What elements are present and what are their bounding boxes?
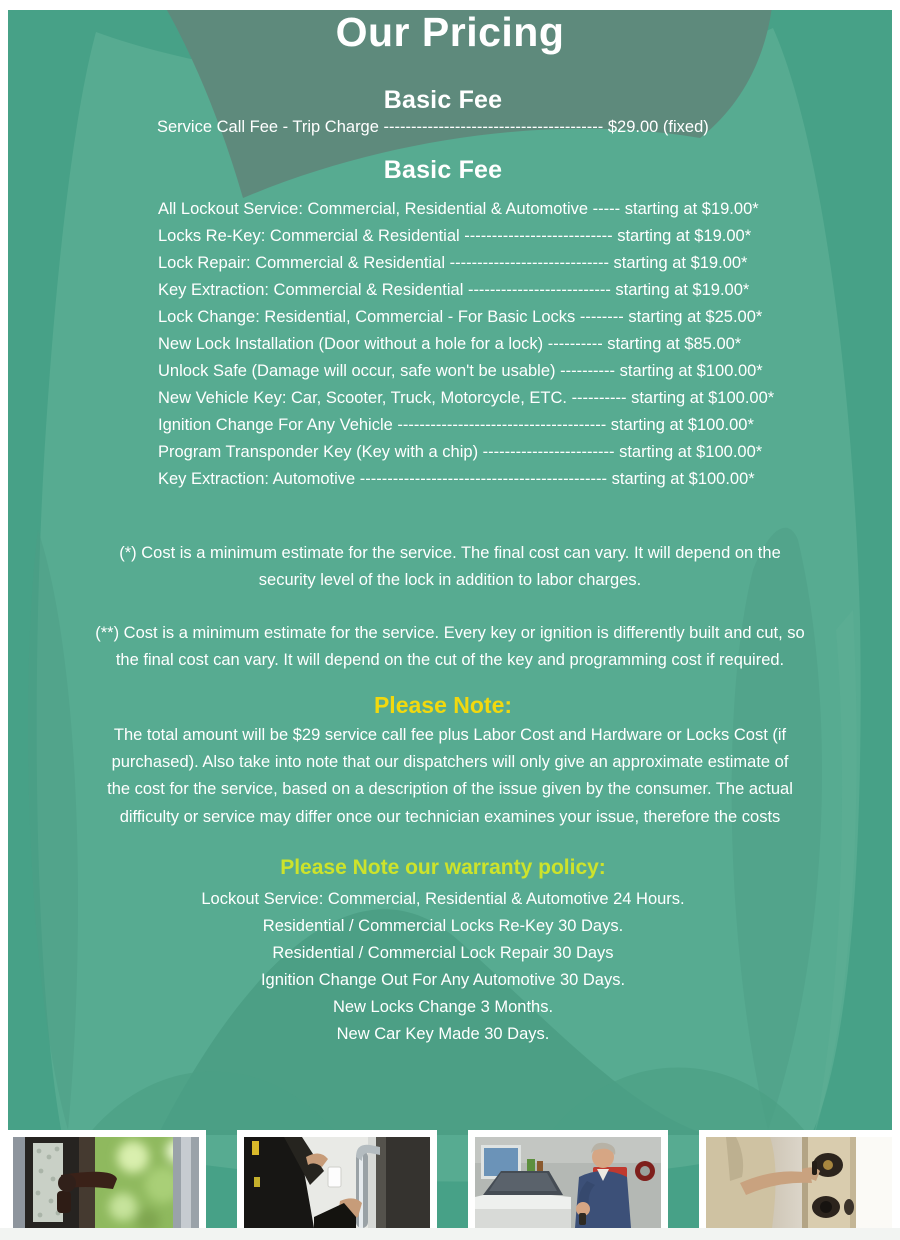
auto-locksmith-with-car-keys-photo	[468, 1130, 668, 1228]
page-title: Our Pricing	[335, 10, 565, 55]
price-list-item: Unlock Safe (Damage will occur, safe won't be usable) ---------- starting at $100.00*	[158, 362, 763, 380]
price-list-item: Program Transponder Key (Key with a chip) ------------------------ starting at $100.00*	[158, 443, 763, 461]
photo-gallery	[8, 1130, 892, 1228]
price-list-item: Key Extraction: Commercial & Residential -------------------------- starting at $19.00*	[158, 281, 750, 299]
price-list-item: All Lockout Service: Commercial, Residential & Automotive ----- starting at $19.00*	[158, 200, 759, 218]
warranty-item: Residential / Commercial Lock Repair 30 Days	[272, 944, 614, 962]
price-list-item: Lock Change: Residential, Commercial - For Basic Locks -------- starting at $25.00*	[158, 308, 763, 326]
pricing-panel	[8, 10, 892, 1228]
price-list-item: Key Extraction: Automotive --------------------------------------------- starting at $100.00*	[158, 470, 755, 488]
footnote-double-star: (**) Cost is a minimum estimate for the service. Every key or ignition is differently built and cut, so the final cost can vary. It will depend on the cut of the key and programming cost if required.	[95, 624, 805, 669]
please-note-heading: Please Note:	[373, 692, 513, 718]
technician-installing-deadbolt-photo	[699, 1130, 892, 1228]
page-bottom-strip	[0, 1228, 900, 1240]
price-list-item: Ignition Change For Any Vehicle -------------------------------------- starting at $100.00*	[158, 416, 754, 434]
warranty-list	[93, 886, 793, 1048]
basic-fee-heading-1: Basic Fee	[383, 86, 503, 114]
please-note-body: The total amount will be $29 service call fee plus Labor Cost and Hardware or Locks Cost (if purchased). Also take into note that our dispatchers will only give an approximate estimate of the cost for the service, based on a description of the issue given by the consumer. The actual difficulty or service may differ once our technician examines your issue, therefore the costs	[107, 726, 793, 826]
warranty-item: Ignition Change Out For Any Automotive 30 Days.	[260, 971, 626, 989]
warranty-policy-heading: Please Note our warranty policy:	[280, 856, 606, 879]
price-list-item: Locks Re-Key: Commercial & Residential --------------------------- starting at $19.00*	[158, 227, 752, 245]
basic-fee-heading-2: Basic Fee	[383, 156, 503, 184]
footnote-single-star: (*) Cost is a minimum estimate for the service. The final cost can vary. It will depend on the security level of the lock in addition to labor charges.	[119, 544, 781, 589]
warranty-item: New Car Key Made 30 Days.	[336, 1025, 550, 1043]
locksmith-opening-door-handle-photo	[237, 1130, 437, 1228]
warranty-item: Residential / Commercial Locks Re-Key 30 Days.	[262, 917, 624, 935]
warranty-item: Lockout Service: Commercial, Residential & Automotive 24 Hours.	[201, 890, 685, 908]
service-call-fee-line: Service Call Fee - Trip Charge ---------------------------------------- $29.00 (fixed)	[157, 118, 709, 136]
warranty-item: New Locks Change 3 Months.	[332, 998, 554, 1016]
door-lock-with-garden-view-photo	[8, 1130, 206, 1228]
price-list	[158, 196, 774, 493]
price-list-item: Lock Repair: Commercial & Residential ----------------------------- starting at $19.00*	[158, 254, 748, 272]
price-list-item: New Lock Installation (Door without a hole for a lock) ---------- starting at $85.00*	[158, 335, 742, 353]
price-list-item: New Vehicle Key: Car, Scooter, Truck, Motorcycle, ETC. ---------- starting at $100.00*	[158, 389, 775, 407]
